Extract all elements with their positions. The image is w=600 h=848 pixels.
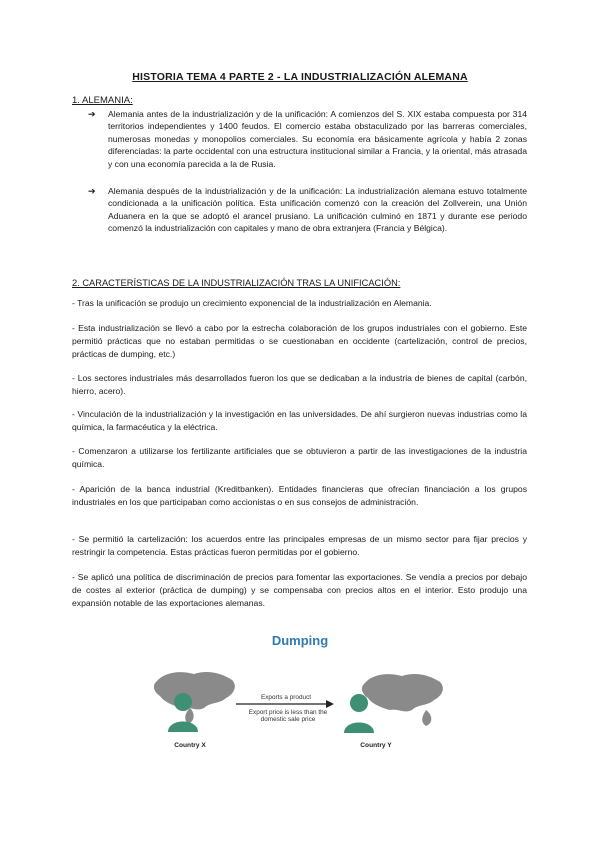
list-item-text: Alemania después de la industrialización y de la unificación: La industrialización alemana estuvo totalmente condicionada a la unificación política. Esta unificación comenzó con la creación del Zollverein, una Unión Aduanera en la que se adoptó el arancel prusiano. La unificación culminó en 1871 y durante ese periodo comenzó la industrialización con capitales y mano de obra extranjera (Francia y Bélgica).: [108, 186, 527, 234]
paragraph: - Esta industrialización se llevó a cabo por la estrecha colaboración de los grupos industriales con el gobierno. Este permitió prácticas que no estaban permitidas o se cuestionaban en occidente (cartelización, control de precios, prácticas de dumping, etc.): [72, 323, 527, 359]
list-item: [90, 185, 527, 235]
world-map-left-icon: [154, 672, 235, 709]
paragraph: - Aparición de la banca industrial (Kreditbanken). Entidades financieras que ofrecían financiación a los grupos industriales en los que participaban como accionistas o en sus consejos de administración.: [72, 484, 527, 507]
dumping-figure: [150, 628, 450, 758]
paragraph: - Vinculación de la industrialización y la investigación en las universidades. De ahí surgieron nuevas industrias como la química, la farmacéutica y la eléctrica.: [72, 409, 527, 432]
document-title: HISTORIA TEMA 4 PARTE 2 - LA INDUSTRIALIZACIÓN ALEMANA: [132, 71, 468, 83]
arrow-top-label: Exports a product: [260, 694, 312, 701]
arrow-bullet-icon: ➔: [88, 109, 96, 119]
world-map-right-icon: [362, 674, 443, 711]
paragraph: - Comenzaron a utilizarse los fertilizante artificiales que se obtuvieron a partir de las investigaciones de la industria química.: [72, 446, 527, 469]
arrow-bottom-label: Export price is less than the domestic sale price: [248, 709, 328, 723]
paragraph: - Los sectores industriales más desarrollados fueron los que se dedicaban a la industria de bienes de capital (carbón, hierro, acero).: [72, 373, 527, 396]
paragraph: - Se aplicó una política de discriminación de precios para fomentar las exportaciones. Se vendía a precios por debajo de costes al exterior (práctica de dumping) y se compensaba con precios altos en el interior. Esto produjo una expansión notable de las exportaciones alemanas.: [72, 572, 527, 608]
section-2-heading: 2. CARACTERÍSTICAS DE LA INDUSTRIALIZACIÓN TRAS LA UNIFICACIÓN:: [72, 278, 401, 288]
paragraph: - Tras la unificación se produjo un crecimiento exponencial de la industrialización en Alemania.: [72, 298, 432, 308]
list-item: [90, 108, 527, 170]
country-x-label: Country X: [174, 742, 206, 749]
section-1-heading: 1. ALEMANIA:: [72, 95, 133, 106]
arrow-head-icon: [326, 700, 334, 708]
paragraph: - Se permitió la cartelización: los acuerdos entre las principales empresas de un mismo sector para fijar precios y restringir la competencia. Estas prácticas fueron permitidas por el gobierno.: [72, 534, 527, 557]
figure-title: Dumping: [271, 633, 329, 648]
list-item-text: Alemania antes de la industrialización y de la unificación: A comienzos del S. XIX estaba compuesta por 314 territorios independientes y 1400 feudos. El comercio estaba obstaculizado por las barreras comerciales, numerosas monedas y monopolios comerciales. Su economía era básicamente agrícola y había 2 zonas diferenciadas: la parte occidental con una estructura institucional similar a Francia, y la oriental, más atrasada y con una economía parecida a la de Rusia.: [108, 109, 527, 169]
country-y-label: Country Y: [360, 742, 392, 749]
dumping-illustration: [150, 628, 450, 758]
arrow-bullet-icon: ➔: [88, 186, 96, 196]
